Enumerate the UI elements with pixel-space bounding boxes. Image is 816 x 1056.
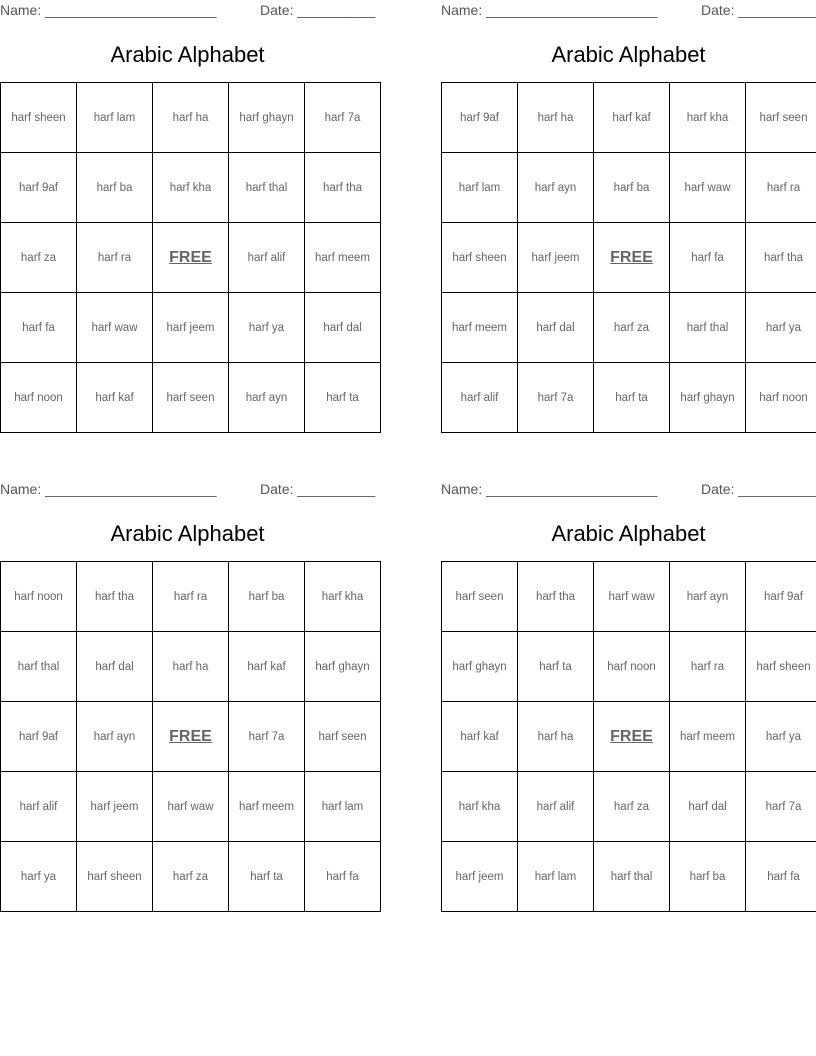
grid-cell: harf jeem (442, 842, 518, 912)
grid-cell: harf tha (746, 223, 816, 293)
grid-cell: harf 7a (746, 772, 816, 842)
grid-cell: harf ta (229, 842, 305, 912)
card-header (0, 479, 375, 501)
grid-cell: harf ghayn (229, 83, 305, 153)
grid-cell: harf ra (77, 223, 153, 293)
grid-cell: harf fa (746, 842, 816, 912)
grid-cell: harf kaf (77, 363, 153, 433)
card-title: Arabic Alphabet (110, 42, 265, 67)
grid-cell: harf noon (746, 363, 816, 433)
grid-cell: harf alif (442, 363, 518, 433)
bingo-grid (0, 82, 381, 433)
grid-cell: harf noon (1, 562, 77, 632)
grid-cell: harf alif (1, 772, 77, 842)
grid-cell: harf ba (229, 562, 305, 632)
grid-cell: harf ghayn (670, 363, 746, 433)
grid-cell: harf fa (305, 842, 381, 912)
grid-cell: harf 9af (1, 702, 77, 772)
name-field-label: Name: ______________________ (441, 2, 658, 18)
grid-row (1, 562, 381, 632)
grid-cell: harf lam (77, 83, 153, 153)
grid-cell: harf ya (1, 842, 77, 912)
grid-row (442, 702, 816, 772)
grid-row (1, 223, 381, 293)
grid-cell: harf za (594, 293, 670, 363)
grid-row (1, 772, 381, 842)
grid-cell: harf za (153, 842, 229, 912)
bingo-card-4 (441, 479, 816, 914)
grid-cell: harf fa (670, 223, 746, 293)
grid-row (442, 83, 816, 153)
grid-cell: harf dal (670, 772, 746, 842)
grid-cell: harf seen (442, 562, 518, 632)
grid-cell: harf ra (670, 632, 746, 702)
grid-row (1, 363, 381, 433)
grid-cell: harf alif (229, 223, 305, 293)
grid-row (1, 632, 381, 702)
grid-cell: harf ya (746, 293, 816, 363)
grid-cell: harf za (594, 772, 670, 842)
card-header (0, 0, 375, 22)
grid-cell: harf 9af (1, 153, 77, 223)
grid-row (1, 842, 381, 912)
name-field-label: Name: ______________________ (0, 481, 217, 497)
grid-cell: harf meem (229, 772, 305, 842)
grid-cell: harf ayn (670, 562, 746, 632)
card-title: Arabic Alphabet (551, 42, 706, 67)
grid-row (442, 223, 816, 293)
grid-cell: harf seen (305, 702, 381, 772)
grid-cell: harf thal (1, 632, 77, 702)
grid-cell: harf sheen (746, 632, 816, 702)
grid-cell: harf 7a (229, 702, 305, 772)
free-space-cell: FREE (153, 702, 229, 772)
grid-cell: harf fa (1, 293, 77, 363)
date-field-label: Date: __________ (701, 2, 816, 18)
grid-cell: harf ghayn (305, 632, 381, 702)
grid-cell: harf tha (305, 153, 381, 223)
grid-cell: harf ha (153, 632, 229, 702)
grid-cell: harf kha (442, 772, 518, 842)
grid-row (1, 153, 381, 223)
date-field-label: Date: __________ (260, 2, 376, 18)
grid-cell: harf ghayn (442, 632, 518, 702)
grid-row (442, 363, 816, 433)
grid-cell: harf thal (229, 153, 305, 223)
bingo-grid (0, 561, 381, 912)
grid-cell: harf dal (305, 293, 381, 363)
grid-cell: harf meem (305, 223, 381, 293)
grid-cell: harf lam (305, 772, 381, 842)
grid-row (1, 293, 381, 363)
grid-cell: harf ya (746, 702, 816, 772)
grid-cell: harf jeem (77, 772, 153, 842)
grid-cell: harf 9af (442, 83, 518, 153)
grid-cell: harf waw (670, 153, 746, 223)
card-header (441, 479, 816, 501)
card-title: Arabic Alphabet (551, 521, 706, 546)
bingo-card-2 (441, 0, 816, 435)
grid-cell: harf ba (77, 153, 153, 223)
grid-cell: harf dal (518, 293, 594, 363)
grid-cell: harf ra (153, 562, 229, 632)
grid-cell: harf ba (670, 842, 746, 912)
bingo-card-1 (0, 0, 375, 435)
grid-cell: harf kha (153, 153, 229, 223)
card-header (441, 0, 816, 22)
date-field-label: Date: __________ (260, 481, 376, 497)
grid-cell: harf 7a (518, 363, 594, 433)
grid-row (1, 83, 381, 153)
grid-cell: harf lam (518, 842, 594, 912)
grid-cell: harf kaf (229, 632, 305, 702)
grid-cell: harf noon (1, 363, 77, 433)
grid-cell: harf kaf (442, 702, 518, 772)
grid-row (442, 842, 816, 912)
grid-row (442, 772, 816, 842)
grid-row (442, 153, 816, 223)
grid-cell: harf waw (594, 562, 670, 632)
grid-cell: harf kha (670, 83, 746, 153)
grid-row (1, 702, 381, 772)
bingo-grid (441, 82, 816, 433)
grid-cell: harf meem (670, 702, 746, 772)
name-field-label: Name: ______________________ (441, 481, 658, 497)
bingo-grid (441, 561, 816, 912)
bingo-card-3 (0, 479, 375, 914)
name-field-label: Name: ______________________ (0, 2, 217, 18)
grid-cell: harf noon (594, 632, 670, 702)
grid-cell: harf ya (229, 293, 305, 363)
grid-cell: harf sheen (1, 83, 77, 153)
grid-cell: harf ayn (77, 702, 153, 772)
grid-cell: harf ba (594, 153, 670, 223)
grid-cell: harf waw (153, 772, 229, 842)
grid-cell: harf jeem (153, 293, 229, 363)
grid-cell: harf 9af (746, 562, 816, 632)
grid-cell: harf thal (670, 293, 746, 363)
grid-cell: harf ayn (229, 363, 305, 433)
grid-cell: harf alif (518, 772, 594, 842)
free-space-cell: FREE (594, 223, 670, 293)
grid-cell: harf ta (594, 363, 670, 433)
grid-cell: harf ha (153, 83, 229, 153)
grid-cell: harf kha (305, 562, 381, 632)
grid-row (442, 562, 816, 632)
grid-cell: harf 7a (305, 83, 381, 153)
grid-cell: harf dal (77, 632, 153, 702)
grid-cell: harf sheen (442, 223, 518, 293)
grid-cell: harf kaf (594, 83, 670, 153)
grid-row (442, 632, 816, 702)
grid-cell: harf waw (77, 293, 153, 363)
free-space-cell: FREE (594, 702, 670, 772)
grid-cell: harf ta (305, 363, 381, 433)
grid-cell: harf jeem (518, 223, 594, 293)
grid-cell: harf tha (77, 562, 153, 632)
grid-cell: harf ha (518, 83, 594, 153)
grid-cell: harf sheen (77, 842, 153, 912)
grid-cell: harf za (1, 223, 77, 293)
grid-cell: harf ayn (518, 153, 594, 223)
grid-cell: harf thal (594, 842, 670, 912)
date-field-label: Date: __________ (701, 481, 816, 497)
grid-cell: harf ha (518, 702, 594, 772)
card-title: Arabic Alphabet (110, 521, 265, 546)
grid-cell: harf lam (442, 153, 518, 223)
grid-cell: harf seen (746, 83, 816, 153)
grid-cell: harf tha (518, 562, 594, 632)
grid-cell: harf seen (153, 363, 229, 433)
free-space-cell: FREE (153, 223, 229, 293)
grid-cell: harf ta (518, 632, 594, 702)
grid-cell: harf meem (442, 293, 518, 363)
grid-cell: harf ra (746, 153, 816, 223)
grid-row (442, 293, 816, 363)
